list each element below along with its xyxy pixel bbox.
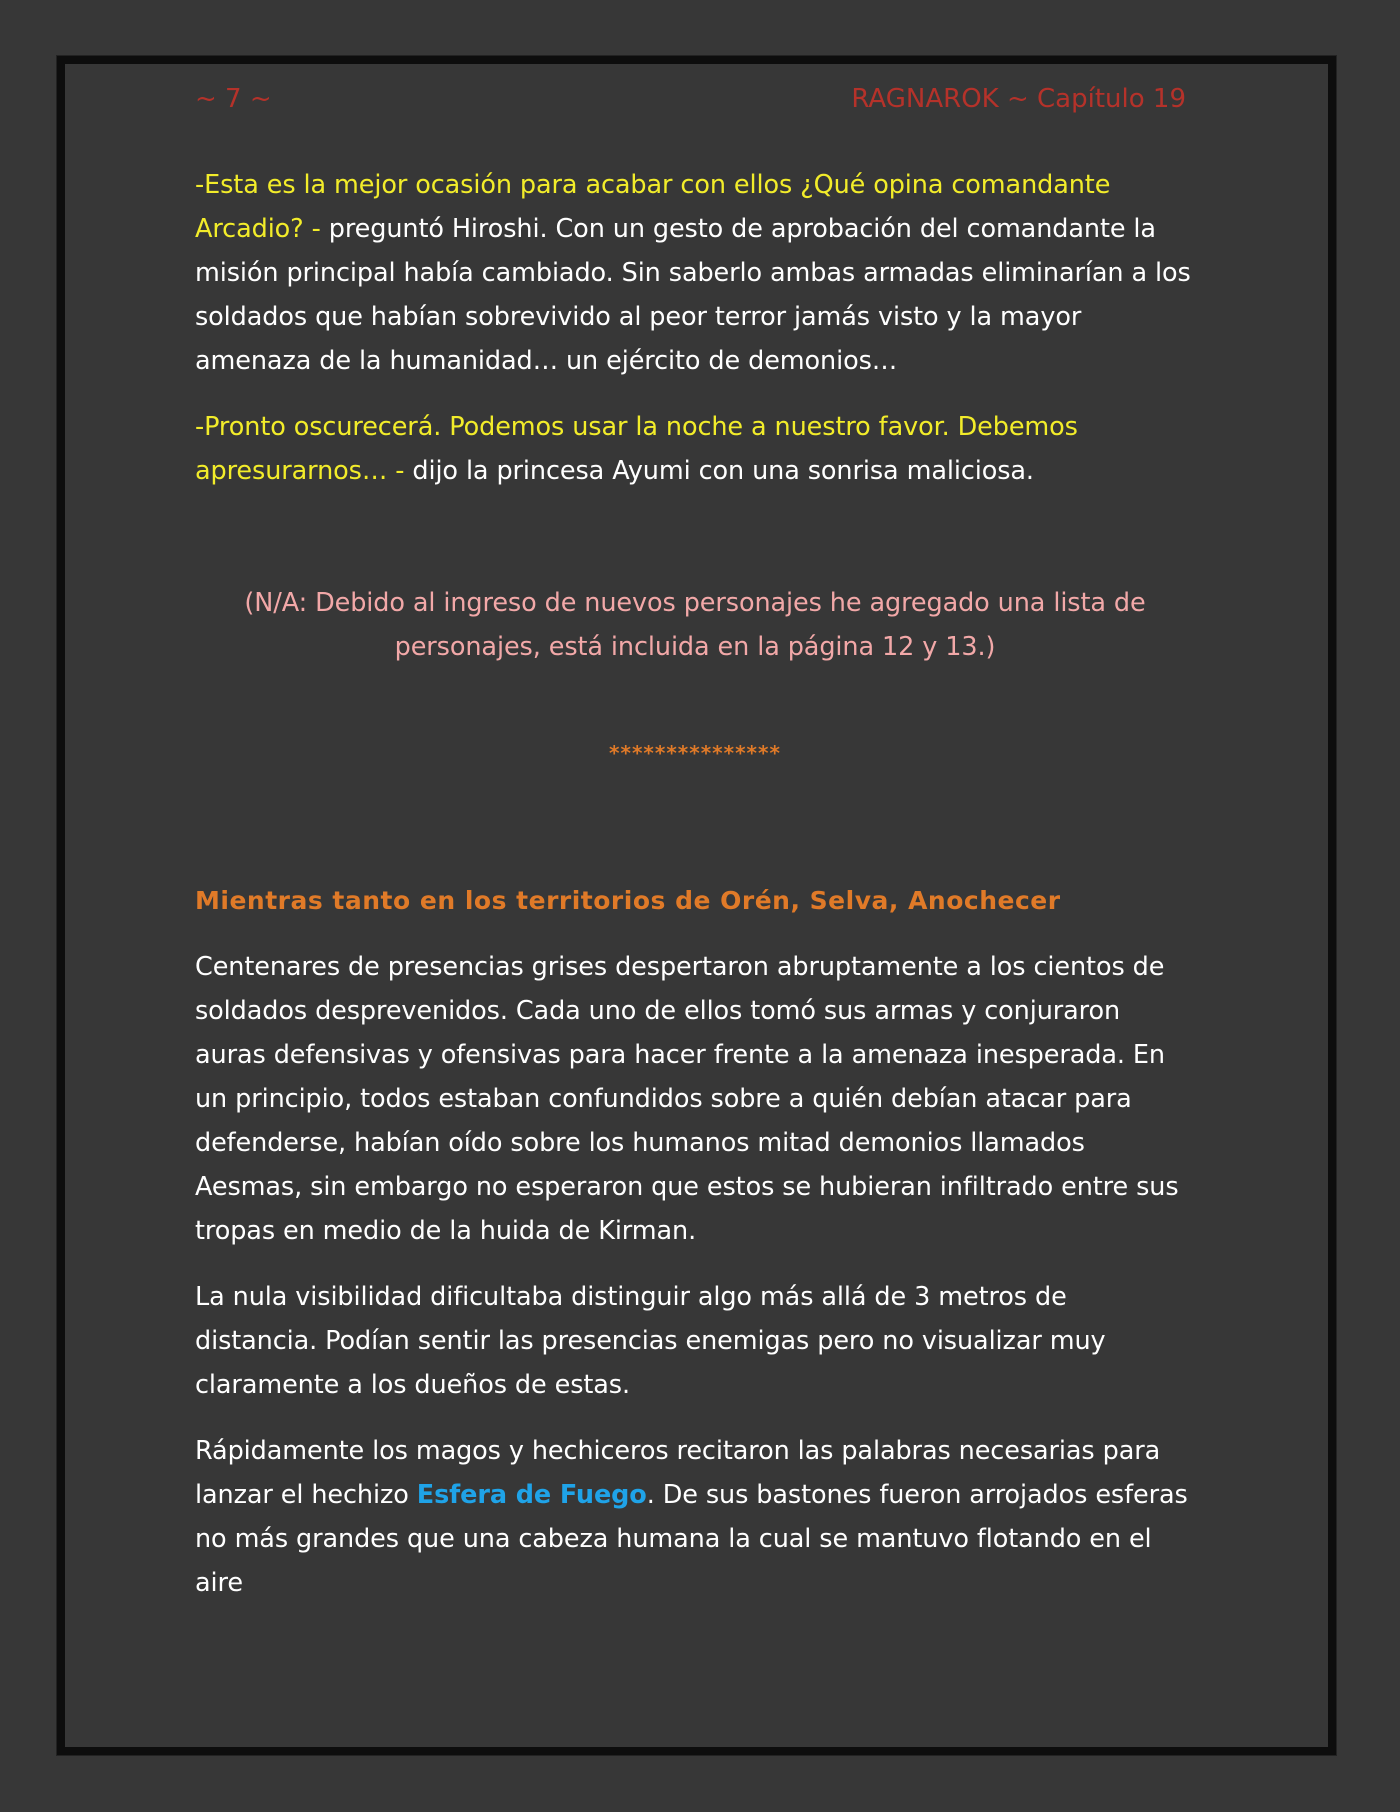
paragraph-3: Centenares de presencias grises despertaron abruptamente a los cientos de soldados desprevenidos. Cada uno de ellos tomó sus armas y conjuraron auras defensivas y ofensivas para hacer frente a la amenaza inesperada. En un principio, todos estaban confundidos sobre a quién debían atacar para defenderse, habían oído sobre los humanos mitad demonios llamados Aesmas, sin embargo no esperaron que estos se hubieran infiltrado entre sus tropas en medio de la huida de Kirman. xyxy=(195,952,1179,1246)
page-content xyxy=(195,163,1195,1627)
narration: . De sus bastones fueron arrojados esferas no más grandes que una cabeza humana la cual se mantuvo flotando en el aire xyxy=(195,1480,1188,1598)
paragraph-2 xyxy=(195,405,1195,493)
scene-separator: *************** xyxy=(609,741,781,765)
section-heading: Mientras tanto en los territorios de Orén, Selva, Anochecer xyxy=(195,886,1061,915)
dialogue-hiroshi: -Esta es la mejor ocasión para acabar con ellos ¿Qué opina comandante Arcadio? - xyxy=(195,170,1111,244)
spell-name: Esfera de Fuego xyxy=(416,1480,647,1510)
running-title: RAGNAROK ~ Capítulo 19 xyxy=(851,84,1186,114)
paragraph-1 xyxy=(195,163,1195,383)
narration: preguntó Hiroshi. Con un gesto de aprobación del comandante la misión principal había cambiado. Sin saberlo ambas armadas eliminarían a los soldados que habían sobrevivido al peor terror jamás visto y la mayor amenaza de la humanidad… un ejército de demonios… xyxy=(195,214,1191,376)
paragraph-4: La nula visibilidad dificultaba distinguir algo más allá de 3 metros de distancia. Podían sentir las presencias enemigas pero no visualizar muy claramente a los dueños de estas. xyxy=(195,1282,1106,1400)
page-number: ~ 7 ~ xyxy=(195,84,272,114)
narration: Rápidamente los magos y hechiceros recitaron las palabras necesarias para lanzar el hechizo xyxy=(195,1436,1161,1510)
author-note: (N/A: Debido al ingreso de nuevos personajes he agregado una lista de personajes, está incluida en la página 12 y 13.) xyxy=(244,588,1146,662)
dialogue-ayumi: -Pronto oscurecerá. Podemos usar la noche a nuestro favor. Debemos apresurarnos… - xyxy=(195,412,1078,486)
narration: dijo la princesa Ayumi con una sonrisa maliciosa. xyxy=(404,456,1034,486)
page-header xyxy=(195,84,1186,124)
paragraph-5 xyxy=(195,1429,1195,1605)
